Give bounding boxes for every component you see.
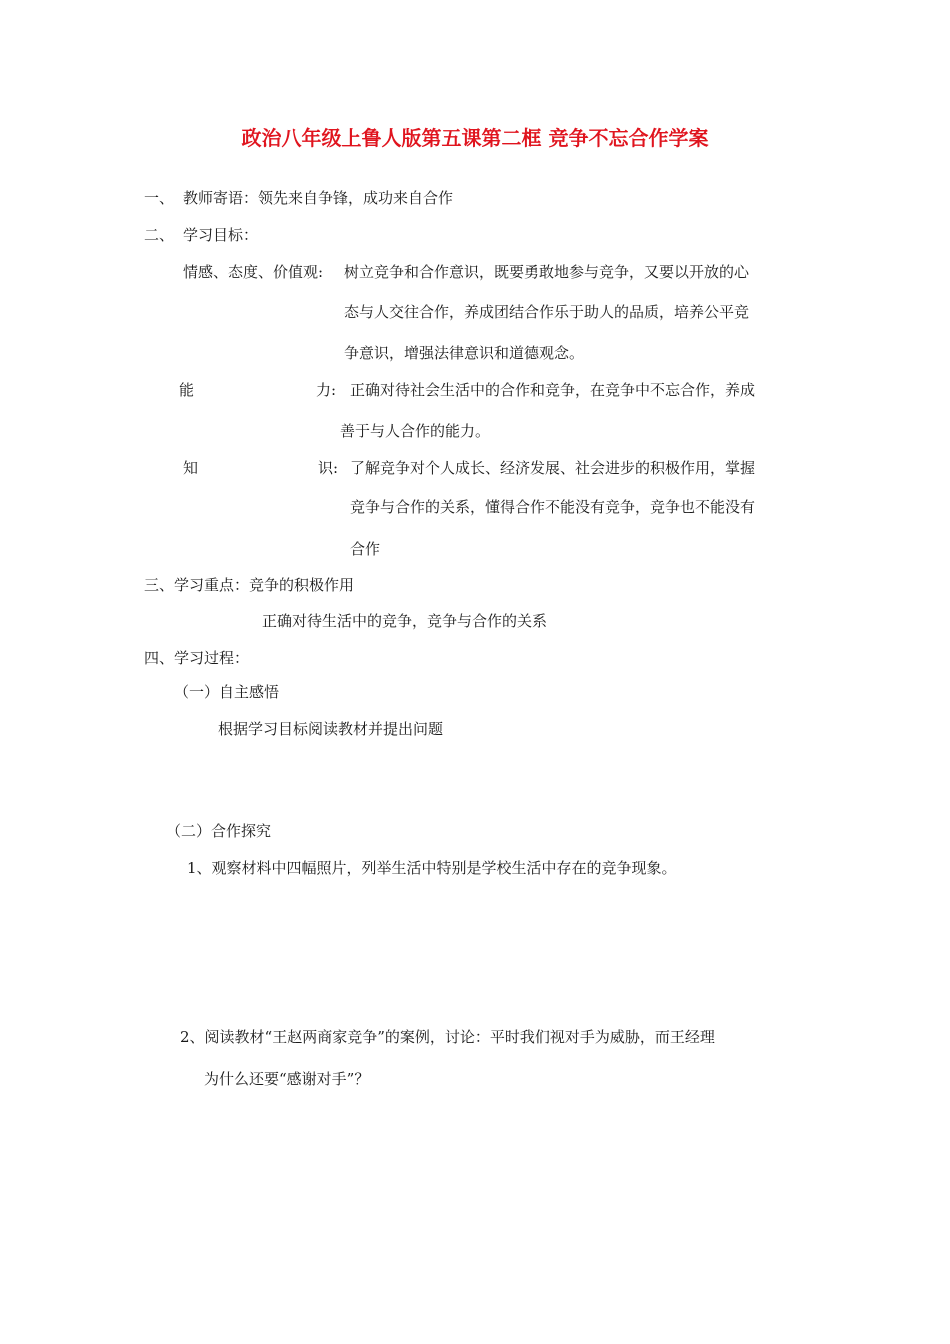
key-points-line: 正确对待生活中的竞争，竞争与合作的关系 [262, 612, 548, 630]
emotion-goal-line: 态与人交往合作，养成团结合作乐于助人的品质，培养公平竞 [344, 303, 750, 321]
knowledge-goal-line: 合作 [350, 540, 381, 558]
self-reflection-heading: （一）自主感悟 [174, 683, 280, 701]
learning-goals-heading: 学习目标： [183, 226, 259, 244]
question-2-line: 为什么还要“感谢对手”？ [204, 1070, 370, 1088]
knowledge-goal-label: 知 [183, 459, 199, 477]
page-title: 政治八年级上鲁人版第五课第二框 竞争不忘合作学案 [241, 126, 709, 150]
ability-goal-label: 力: [316, 381, 337, 399]
section-1-number: 一、 [144, 189, 175, 207]
emotion-goal-line: 树立竞争和合作意识，既要勇敢地参与竞争，又要以开放的心 [344, 263, 750, 281]
knowledge-goal-line: 了解竞争对个人成长、经济发展、社会进步的积极作用，掌握 [350, 459, 756, 477]
self-reflection-task: 根据学习目标阅读教材并提出问题 [218, 720, 444, 738]
process-heading: 四、学习过程： [144, 649, 250, 667]
section-2-number: 二、 [144, 226, 175, 244]
ability-goal-label: 能 [179, 381, 195, 399]
ability-goal-line: 善于与人合作的能力。 [340, 422, 491, 440]
question-1: 1、观察材料中四幅照片，列举生活中特别是学校生活中存在的竞争现象。 [187, 859, 677, 877]
ability-goal-line: 正确对待社会生活中的合作和竞争，在竞争中不忘合作，养成 [350, 381, 756, 399]
teacher-message: 教师寄语：领先来自争锋，成功来自合作 [183, 189, 454, 207]
key-points-heading: 三、学习重点：竞争的积极作用 [144, 576, 355, 594]
emotion-goal-label: 情感、态度、价值观: [183, 263, 324, 281]
question-2-line: 2、阅读教材“王赵两商家竞争”的案例，讨论：平时我们视对手为威胁，而王经理 [180, 1028, 715, 1046]
knowledge-goal-line: 竞争与合作的关系，懂得合作不能没有竞争，竞争也不能没有 [350, 498, 756, 516]
knowledge-goal-label: 识: [318, 459, 339, 477]
emotion-goal-line: 争意识，增强法律意识和道德观念。 [344, 344, 585, 362]
cooperation-heading: （二）合作探究 [166, 822, 272, 840]
